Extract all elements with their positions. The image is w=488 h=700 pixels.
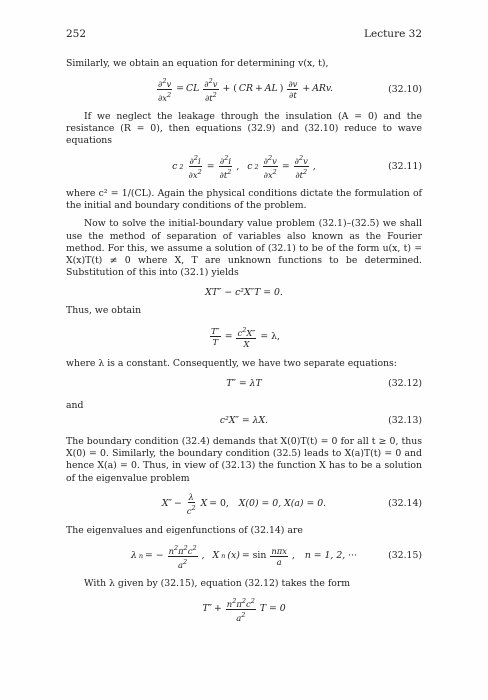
running-head: Lecture 32	[364, 28, 422, 40]
equation-number: (32.10)	[388, 83, 422, 95]
lambda-paragraph: where λ is a constant. Consequently, we have two separate equations:	[66, 357, 397, 369]
thus-text: Thus, we obtain	[66, 305, 142, 317]
page-body	[66, 58, 422, 630]
equation-32-11	[66, 153, 422, 180]
equation-32-11-body: c 2 $\frac{\partial^2i}{\partial x^2}$ = $\frac{\partial^2i}{\partial t^2}$ , c 2 $\frac{\partial^2v}{\partial x^2}$ = $\frac{\partial^2v}{\partial t^2}$ ,	[172, 154, 316, 180]
equation-final	[66, 596, 422, 623]
equation-ratio	[66, 324, 422, 350]
equation-32-10-body: $\frac{\partial^2v}{\partial x^2}$ = CL $\frac{\partial^2v}{\partial t^2}$ + ( CR + AL ) $\frac{\partial v}{\partial t}$ + ARv.	[157, 77, 334, 103]
equation-32-14-conditions: X(0) = 0, X(a) = 0.	[238, 497, 327, 509]
equation-32-10	[66, 76, 422, 103]
page-header	[66, 28, 422, 40]
c-squared-paragraph: where c² = 1/(CL). Again the physical conditions dictate the formulation of the initial and boundary conditions of the problem.	[66, 188, 422, 212]
equation-32-14-body: X″ − $\frac{\lambda}{c^2}$ X = 0, X(0) = 0, X(a) = 0.	[161, 491, 327, 516]
equation-final-body: T″ + $\frac{n^2\pi^2c^2}{a^2}$ T = 0	[202, 596, 286, 623]
page-number: 252	[66, 28, 87, 40]
equation-32-15-body: λ n = − $\frac{n^2\pi^2c^2}{a^2}$ , X n (x) = sin $\frac{\text{nπx}}{a}$ , n = 1, 2, ···	[130, 544, 358, 570]
equation-32-14	[66, 491, 422, 517]
equation-ratio-rhs: = λ,	[260, 330, 281, 342]
equation-number: (32.13)	[388, 414, 422, 426]
boundary-paragraph: The boundary condition (32.4) demands that X(0)T(t) = 0 for all t ≥ 0, thus X(0) = 0. Similarly, the boundary condition (32.5) leads to X(a)T(t) = 0 and hence X(a) = 0. Thus, in view of (32.13) the function X has to be a solution of the eigenvalue problem	[66, 436, 422, 484]
and-text: and	[66, 399, 84, 411]
equation-xt-body: XT″ − c²X″T = 0.	[205, 287, 283, 299]
equation-32-12-body: T″ = λT	[226, 377, 262, 389]
equation-ratio-body: $\frac{T''}{T}$ = $\frac{c^2X''}{X}$ = λ,	[210, 325, 281, 349]
eigen-paragraph: The eigenvalues and eigenfunctions of (32.14) are	[66, 524, 303, 536]
equation-32-15-range: n = 1, 2, ···	[304, 550, 358, 562]
equation-number: (32.12)	[388, 377, 422, 389]
equation-32-13-body: c²X″ = λX.	[219, 414, 269, 426]
equation-xt	[66, 285, 422, 301]
equation-32-12	[66, 376, 422, 392]
intro-paragraph: Similarly, we obtain an equation for determining v(x, t),	[66, 58, 329, 69]
equation-32-15	[66, 543, 422, 570]
equation-number: (32.15)	[388, 550, 422, 562]
equation-final-rhs: T = 0	[259, 603, 286, 615]
equation-number: (32.14)	[388, 497, 422, 509]
with-lambda-paragraph: With λ given by (32.15), equation (32.12) takes the form	[84, 577, 351, 589]
separation-paragraph: Now to solve the initial-boundary value problem (32.1)–(32.5) we shall use the method of separation of variables also known as the Fourier method. For this, we assume a solution of (32.1) to be of the form u(x, t) = X(x)T(t) ≠ 0 where X, T are unknown functions to be determined. Substitution of this into (32.1) yields	[66, 218, 422, 279]
equation-32-13	[66, 414, 422, 428]
equation-number: (32.11)	[388, 160, 422, 172]
leakage-paragraph: If we neglect the leakage through the insulation (A = 0) and the resistance (R = 0), then equations (32.9) and (32.10) reduce to wave equations	[66, 110, 422, 147]
